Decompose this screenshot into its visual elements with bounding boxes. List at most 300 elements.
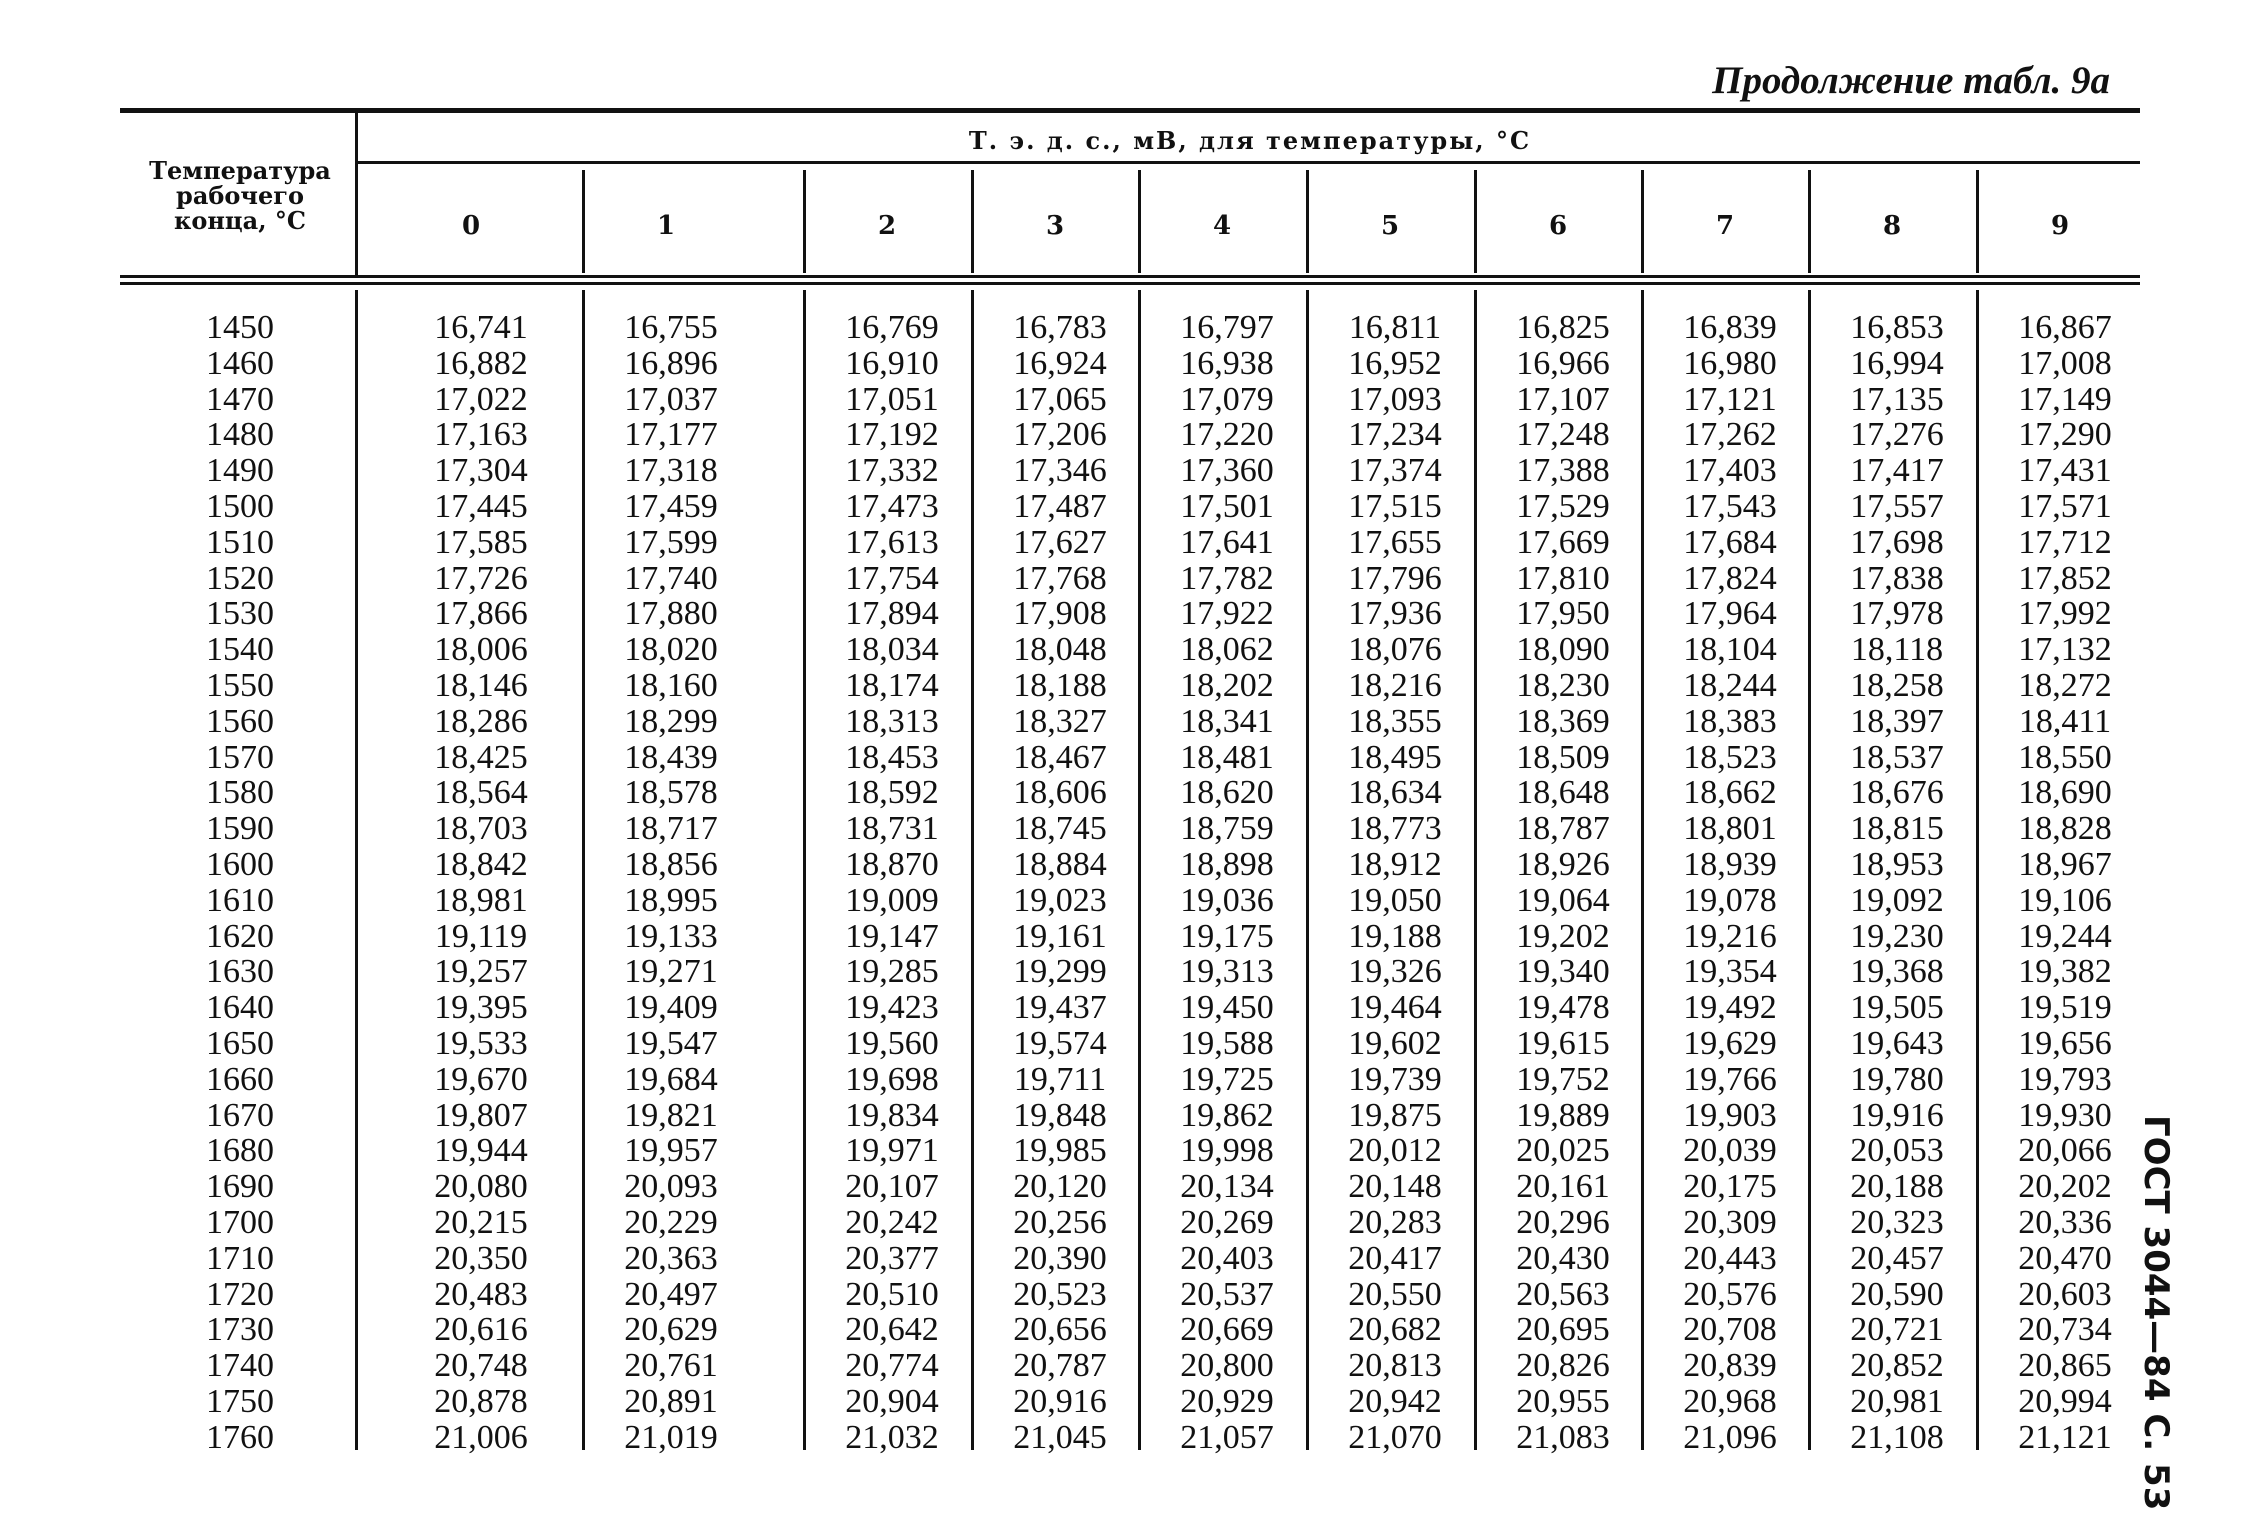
emf-group-header: Т. э. д. с., мВ, для температуры, °С	[968, 126, 1532, 155]
emf-value: 18,048	[1013, 631, 1107, 669]
emf-value: 18,397	[1850, 702, 1944, 740]
table-row	[0, 382, 2243, 418]
emf-value: 19,533	[434, 1025, 528, 1062]
column-header-9: 9	[2050, 211, 2070, 241]
emf-value: 17,132	[2018, 631, 2112, 669]
emf-value: 17,318	[624, 452, 718, 490]
emf-value: 20,188	[1850, 1168, 1944, 1206]
emf-value: 17,037	[624, 380, 718, 418]
emf-value: 19,216	[1683, 917, 1777, 955]
emf-value: 17,571	[2018, 488, 2112, 525]
emf-value: 20,323	[1850, 1204, 1944, 1241]
emf-value: 18,006	[434, 631, 528, 669]
emf-value: 18,090	[1516, 631, 1610, 669]
row-temperature: 1500	[206, 488, 274, 525]
emf-value: 18,773	[1348, 810, 1442, 848]
emf-value: 17,248	[1516, 416, 1610, 454]
temperature-header-line-2: рабочего	[176, 181, 304, 210]
row-temperature: 1610	[206, 881, 274, 919]
emf-value: 20,523	[1013, 1275, 1107, 1313]
emf-value: 20,430	[1516, 1239, 1610, 1277]
emf-value: 17,065	[1013, 380, 1107, 418]
emf-value: 18,355	[1348, 702, 1442, 740]
emf-value: 17,936	[1348, 595, 1442, 633]
emf-value: 19,711	[1013, 1060, 1107, 1098]
emf-value: 17,304	[434, 452, 528, 490]
emf-value: 20,269	[1180, 1204, 1274, 1241]
emf-value: 20,497	[624, 1275, 718, 1313]
emf-value: 20,510	[845, 1275, 939, 1313]
emf-value: 20,878	[434, 1383, 528, 1420]
emf-value: 21,045	[1013, 1418, 1107, 1456]
emf-value: 17,627	[1013, 523, 1107, 561]
emf-value: 17,234	[1348, 416, 1442, 454]
emf-value: 19,862	[1180, 1096, 1274, 1134]
emf-value: 20,390	[1013, 1239, 1107, 1277]
emf-value: 18,383	[1683, 702, 1777, 740]
emf-value: 19,036	[1180, 881, 1274, 919]
emf-value: 17,669	[1516, 523, 1610, 561]
emf-value: 19,092	[1850, 881, 1944, 919]
emf-value: 17,922	[1180, 595, 1274, 633]
header-bottom-rule-2	[120, 282, 2140, 285]
emf-value: 17,388	[1516, 452, 1610, 490]
emf-value: 18,606	[1013, 774, 1107, 812]
emf-value: 21,070	[1348, 1418, 1442, 1456]
header-divider-3	[971, 170, 974, 273]
column-header-2: 2	[877, 211, 897, 241]
emf-value: 17,515	[1348, 488, 1442, 525]
emf-value: 17,852	[2018, 559, 2112, 597]
emf-value: 20,813	[1348, 1347, 1442, 1385]
emf-value: 16,980	[1683, 344, 1777, 382]
emf-value: 19,629	[1683, 1025, 1777, 1062]
header-divider-8	[1808, 170, 1811, 273]
emf-value: 19,395	[434, 989, 528, 1027]
row-temperature: 1650	[206, 1025, 274, 1062]
table-row	[0, 847, 2243, 883]
table-row	[0, 632, 2243, 668]
emf-value: 18,202	[1180, 667, 1274, 704]
emf-value: 19,230	[1850, 917, 1944, 955]
emf-value: 19,903	[1683, 1096, 1777, 1134]
header-divider-1	[582, 170, 585, 273]
emf-value: 21,096	[1683, 1418, 1777, 1456]
emf-value: 18,787	[1516, 810, 1610, 848]
temperature-header-line-1: Температура	[149, 156, 331, 185]
row-temperature: 1710	[206, 1239, 274, 1277]
emf-value: 18,062	[1180, 631, 1274, 669]
emf-value: 17,978	[1850, 595, 1944, 633]
emf-value: 19,821	[624, 1096, 718, 1134]
table-row	[0, 1312, 2243, 1348]
emf-value: 18,870	[845, 846, 939, 883]
emf-value: 18,856	[624, 846, 718, 883]
emf-value: 19,119	[434, 917, 528, 955]
row-temperature: 1540	[206, 631, 274, 669]
emf-value: 17,051	[845, 380, 939, 418]
emf-value: 17,403	[1683, 452, 1777, 490]
row-temperature: 1720	[206, 1275, 274, 1313]
table-row	[0, 1205, 2243, 1241]
emf-value: 19,423	[845, 989, 939, 1027]
emf-value: 19,313	[1180, 953, 1274, 991]
emf-value: 16,797	[1180, 309, 1274, 346]
emf-value: 19,780	[1850, 1060, 1944, 1098]
emf-value: 17,290	[2018, 416, 2112, 454]
emf-value: 19,368	[1850, 953, 1944, 991]
emf-value: 18,425	[434, 738, 528, 776]
emf-value: 19,271	[624, 953, 718, 991]
emf-value: 18,578	[624, 774, 718, 812]
emf-value: 21,032	[845, 1418, 939, 1456]
emf-value: 18,564	[434, 774, 528, 812]
emf-value: 17,431	[2018, 452, 2112, 490]
emf-value: 17,079	[1180, 380, 1274, 418]
emf-value: 17,768	[1013, 559, 1107, 597]
emf-value: 20,336	[2018, 1204, 2112, 1241]
emf-value: 20,590	[1850, 1275, 1944, 1313]
emf-value: 18,495	[1348, 738, 1442, 776]
row-temperature: 1470	[206, 380, 274, 418]
row-temperature: 1600	[206, 846, 274, 883]
emf-value: 19,957	[624, 1132, 718, 1170]
emf-value: 20,093	[624, 1168, 718, 1206]
row-temperature: 1530	[206, 595, 274, 633]
emf-value: 19,299	[1013, 953, 1107, 991]
emf-value: 20,012	[1348, 1132, 1442, 1170]
emf-value: 17,698	[1850, 523, 1944, 561]
emf-value: 18,299	[624, 702, 718, 740]
emf-value: 20,616	[434, 1311, 528, 1349]
emf-value: 18,648	[1516, 774, 1610, 812]
emf-value: 20,576	[1683, 1275, 1777, 1313]
emf-value: 17,543	[1683, 488, 1777, 525]
emf-value: 20,891	[624, 1383, 718, 1420]
emf-value: 19,147	[845, 917, 939, 955]
emf-value: 20,350	[434, 1239, 528, 1277]
emf-value: 20,443	[1683, 1239, 1777, 1277]
emf-value: 18,884	[1013, 846, 1107, 883]
emf-value: 17,613	[845, 523, 939, 561]
row-temperature: 1560	[206, 702, 274, 740]
emf-value: 19,602	[1348, 1025, 1442, 1062]
emf-value: 20,774	[845, 1347, 939, 1385]
table-row	[0, 346, 2243, 382]
emf-value: 17,276	[1850, 416, 1944, 454]
row-temperature: 1590	[206, 810, 274, 848]
emf-value: 17,262	[1683, 416, 1777, 454]
table-row	[0, 1026, 2243, 1062]
emf-value: 20,377	[845, 1239, 939, 1277]
emf-value: 20,309	[1683, 1204, 1777, 1241]
emf-value: 19,944	[434, 1132, 528, 1170]
emf-value: 16,755	[624, 309, 718, 346]
emf-value: 16,938	[1180, 344, 1274, 382]
emf-value: 17,810	[1516, 559, 1610, 597]
emf-value: 16,839	[1683, 309, 1777, 346]
emf-value: 20,470	[2018, 1239, 2112, 1277]
emf-value: 20,417	[1348, 1239, 1442, 1277]
emf-value: 20,403	[1180, 1239, 1274, 1277]
emf-value: 20,968	[1683, 1383, 1777, 1420]
emf-value: 19,202	[1516, 917, 1610, 955]
emf-value: 17,360	[1180, 452, 1274, 490]
emf-value: 20,563	[1516, 1275, 1610, 1313]
emf-value: 19,437	[1013, 989, 1107, 1027]
table-row	[0, 1062, 2243, 1098]
emf-value: 17,008	[2018, 344, 2112, 382]
emf-value: 20,296	[1516, 1204, 1610, 1241]
table-row	[0, 954, 2243, 990]
emf-value: 17,599	[624, 523, 718, 561]
emf-value: 20,642	[845, 1311, 939, 1349]
column-header-8: 8	[1882, 211, 1902, 241]
emf-value: 17,374	[1348, 452, 1442, 490]
table-row	[0, 811, 2243, 847]
emf-value: 17,992	[2018, 595, 2112, 633]
emf-value: 20,066	[2018, 1132, 2112, 1170]
emf-value: 16,867	[2018, 309, 2112, 346]
row-temperature: 1760	[206, 1418, 274, 1456]
table-row	[0, 417, 2243, 453]
emf-value: 19,560	[845, 1025, 939, 1062]
emf-value: 19,023	[1013, 881, 1107, 919]
emf-value: 19,175	[1180, 917, 1274, 955]
emf-value: 19,106	[2018, 881, 2112, 919]
emf-value: 19,547	[624, 1025, 718, 1062]
emf-value: 19,244	[2018, 917, 2112, 955]
table-row	[0, 1348, 2243, 1384]
emf-value: 18,244	[1683, 667, 1777, 704]
table-row	[0, 990, 2243, 1026]
emf-value: 19,889	[1516, 1096, 1610, 1134]
table-row	[0, 775, 2243, 811]
emf-value: 18,467	[1013, 738, 1107, 776]
emf-value: 17,950	[1516, 595, 1610, 633]
emf-value: 21,006	[434, 1418, 528, 1456]
column-header-0: 0	[461, 211, 481, 241]
header-divider-6	[1474, 170, 1477, 273]
emf-value: 18,439	[624, 738, 718, 776]
emf-value: 19,505	[1850, 989, 1944, 1027]
emf-value: 20,039	[1683, 1132, 1777, 1170]
emf-value: 18,216	[1348, 667, 1442, 704]
emf-value: 19,285	[845, 953, 939, 991]
emf-value: 20,955	[1516, 1383, 1610, 1420]
emf-value: 16,952	[1348, 344, 1442, 382]
emf-value: 20,457	[1850, 1239, 1944, 1277]
emf-value: 19,807	[434, 1096, 528, 1134]
emf-value: 16,924	[1013, 344, 1107, 382]
emf-value: 20,734	[2018, 1311, 2112, 1349]
emf-value: 17,655	[1348, 523, 1442, 561]
emf-value: 19,133	[624, 917, 718, 955]
row-temperature: 1480	[206, 416, 274, 454]
emf-value: 18,104	[1683, 631, 1777, 669]
emf-value: 20,826	[1516, 1347, 1610, 1385]
emf-value: 16,741	[434, 309, 528, 346]
temperature-header-line-3: конца, °С	[174, 206, 306, 235]
emf-value: 18,703	[434, 810, 528, 848]
emf-value: 19,684	[624, 1060, 718, 1098]
emf-value: 18,286	[434, 702, 528, 740]
emf-value: 17,487	[1013, 488, 1107, 525]
emf-value: 20,839	[1683, 1347, 1777, 1385]
emf-value: 17,121	[1683, 380, 1777, 418]
emf-value: 18,953	[1850, 846, 1944, 883]
emf-value: 20,929	[1180, 1383, 1274, 1420]
emf-value: 20,537	[1180, 1275, 1274, 1313]
row-temperature: 1510	[206, 523, 274, 561]
emf-value: 17,206	[1013, 416, 1107, 454]
emf-value: 18,313	[845, 702, 939, 740]
emf-value: 20,852	[1850, 1347, 1944, 1385]
row-temperature: 1570	[206, 738, 274, 776]
emf-value: 19,050	[1348, 881, 1442, 919]
table-row	[0, 919, 2243, 955]
emf-value: 17,163	[434, 416, 528, 454]
emf-value: 17,585	[434, 523, 528, 561]
emf-value: 20,761	[624, 1347, 718, 1385]
emf-value: 19,643	[1850, 1025, 1944, 1062]
emf-value: 20,256	[1013, 1204, 1107, 1241]
row-temperature: 1750	[206, 1383, 274, 1420]
emf-value: 20,483	[434, 1275, 528, 1313]
table-row	[0, 704, 2243, 740]
row-temperature: 1460	[206, 344, 274, 382]
emf-value: 19,793	[2018, 1060, 2112, 1098]
emf-value: 18,453	[845, 738, 939, 776]
table-row	[0, 1133, 2243, 1169]
emf-value: 17,149	[2018, 380, 2112, 418]
emf-value: 19,382	[2018, 953, 2112, 991]
emf-value: 19,739	[1348, 1060, 1442, 1098]
emf-value: 17,796	[1348, 559, 1442, 597]
table-row	[0, 453, 2243, 489]
header-divider-7	[1641, 170, 1644, 273]
column-header-3: 3	[1045, 211, 1065, 241]
emf-value: 18,188	[1013, 667, 1107, 704]
header-divider-2	[803, 170, 806, 273]
emf-value: 16,910	[845, 344, 939, 382]
emf-value: 19,078	[1683, 881, 1777, 919]
emf-value: 18,676	[1850, 774, 1944, 812]
emf-value: 21,057	[1180, 1418, 1274, 1456]
emf-value: 17,908	[1013, 595, 1107, 633]
emf-value: 19,009	[845, 881, 939, 919]
emf-value: 17,782	[1180, 559, 1274, 597]
emf-value: 19,834	[845, 1096, 939, 1134]
header-divider-4	[1138, 170, 1141, 273]
emf-value: 16,896	[624, 344, 718, 382]
emf-value: 19,188	[1348, 917, 1442, 955]
emf-value: 20,942	[1348, 1383, 1442, 1420]
emf-value: 16,769	[845, 309, 939, 346]
emf-value: 18,634	[1348, 774, 1442, 812]
emf-value: 17,107	[1516, 380, 1610, 418]
row-temperature: 1670	[206, 1096, 274, 1134]
emf-value: 20,748	[434, 1347, 528, 1385]
emf-value: 18,592	[845, 774, 939, 812]
emf-value: 20,800	[1180, 1347, 1274, 1385]
emf-value: 17,022	[434, 380, 528, 418]
table-row	[0, 596, 2243, 632]
emf-value: 16,994	[1850, 344, 1944, 382]
emf-value: 18,745	[1013, 810, 1107, 848]
emf-value: 18,759	[1180, 810, 1274, 848]
emf-value: 19,971	[845, 1132, 939, 1170]
row-temperature: 1580	[206, 774, 274, 812]
table-caption: Продолжение табл. 9а	[1712, 59, 2110, 102]
emf-value: 17,459	[624, 488, 718, 525]
emf-value: 21,121	[2018, 1418, 2112, 1456]
emf-value: 17,964	[1683, 595, 1777, 633]
emf-value: 18,523	[1683, 738, 1777, 776]
emf-value: 20,787	[1013, 1347, 1107, 1385]
column-header-5: 5	[1380, 211, 1400, 241]
emf-value: 18,717	[624, 810, 718, 848]
table-row	[0, 1420, 2243, 1456]
row-temperature: 1490	[206, 452, 274, 490]
emf-value: 17,417	[1850, 452, 1944, 490]
emf-value: 19,656	[2018, 1025, 2112, 1062]
emf-value: 17,740	[624, 559, 718, 597]
emf-value: 17,445	[434, 488, 528, 525]
column-header-1: 1	[656, 211, 676, 241]
emf-value: 17,220	[1180, 416, 1274, 454]
emf-value: 17,824	[1683, 559, 1777, 597]
emf-value: 19,670	[434, 1060, 528, 1098]
emf-value: 20,053	[1850, 1132, 1944, 1170]
emf-value: 18,815	[1850, 810, 1944, 848]
header-bottom-rule	[120, 275, 2140, 278]
emf-value: 20,708	[1683, 1311, 1777, 1349]
emf-value: 18,537	[1850, 738, 1944, 776]
emf-value: 18,118	[1850, 631, 1944, 669]
row-temperature: 1740	[206, 1347, 274, 1385]
emf-value: 18,967	[2018, 846, 2112, 883]
emf-value: 17,346	[1013, 452, 1107, 490]
emf-value: 17,754	[845, 559, 939, 597]
emf-value: 17,135	[1850, 380, 1944, 418]
emf-value: 19,698	[845, 1060, 939, 1098]
emf-value: 17,726	[434, 559, 528, 597]
emf-value: 17,838	[1850, 559, 1944, 597]
table-row	[0, 525, 2243, 561]
emf-value: 19,450	[1180, 989, 1274, 1027]
emf-value: 20,550	[1348, 1275, 1442, 1313]
emf-value: 20,148	[1348, 1168, 1442, 1206]
emf-value: 19,916	[1850, 1096, 1944, 1134]
emf-value: 18,034	[845, 631, 939, 669]
emf-value: 18,620	[1180, 774, 1274, 812]
emf-value: 19,998	[1180, 1132, 1274, 1170]
table-row	[0, 561, 2243, 597]
emf-value: 19,848	[1013, 1096, 1107, 1134]
row-temperature: 1730	[206, 1311, 274, 1349]
emf-value: 18,509	[1516, 738, 1610, 776]
row-temperature: 1620	[206, 917, 274, 955]
emf-value: 18,995	[624, 881, 718, 919]
table-row	[0, 1384, 2243, 1420]
header-divider-5	[1306, 170, 1309, 273]
row-temperature: 1520	[206, 559, 274, 597]
emf-value: 16,825	[1516, 309, 1610, 346]
emf-value: 17,473	[845, 488, 939, 525]
emf-value: 18,801	[1683, 810, 1777, 848]
emf-value: 20,682	[1348, 1311, 1442, 1349]
